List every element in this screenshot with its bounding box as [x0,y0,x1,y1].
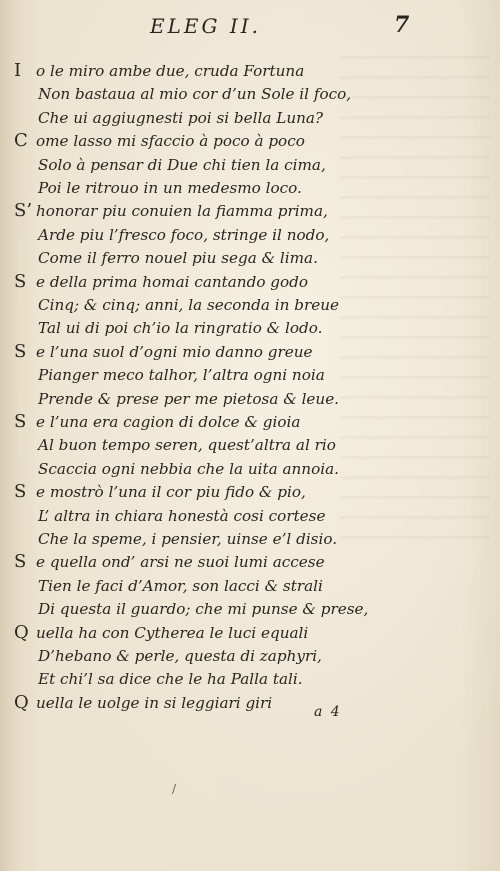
initial-letter: S [14,270,27,292]
stanza-first-line [14,691,273,713]
initial-letter: S’ [14,200,33,222]
verse-line [38,109,323,127]
running-head: ELEG II. [150,14,261,38]
verse-line [38,577,323,595]
line-text: Cinq; & cinq; anni, la seconda in breue [38,296,339,314]
show-through [340,40,490,540]
line-text: uella le uolge in si leggiari giri [36,693,273,712]
initial-letter: S [14,481,27,503]
verse-line [38,85,351,103]
line-text: Come il ferro nouel piu sega & lima. [38,249,318,268]
line-text: uella ha con Cytherea le luci equali [36,623,309,642]
line-text: Che ui aggiugnesti poi si bella Luna? [38,108,324,127]
line-text: Al buon tempo seren, quest’altra al rio [38,436,336,455]
verse-line [38,390,339,408]
line-text: e quella ond’ arsi ne suoi lumi accese [36,553,325,572]
stanza-first-line [14,340,313,362]
line-text: Prende & prese per me pietosa & leue. [38,389,340,408]
verse-line [38,296,339,314]
initial-letter: S [14,551,27,573]
initial-letter: Q [14,621,29,643]
verse-line [38,460,339,478]
line-text: Solo à pensar di Due chi tien la cima, [38,155,326,174]
verse-line [38,647,322,665]
stanza-first-line [14,483,306,501]
stanza-first-line [14,270,309,292]
line-text: o le miro ambe due, cruda Fortuna [36,62,305,80]
line-text: honorar piu conuien la fiamma prima, [36,202,328,221]
stanza-first-line [14,132,305,150]
initial-letter: S [14,411,27,432]
line-text: e l’una era cagion di dolce & gioia [36,413,301,431]
line-text: Et chi’l sa dice che le ha Palla tali. [38,670,303,689]
verse-line [38,366,325,384]
page-number: 7 [394,12,410,38]
verse-line [38,156,326,174]
verse-line [38,319,322,337]
stanza-first-line [14,62,304,80]
initial-letter: I [14,60,22,81]
line-text: D’hebano & perle, questa di zaphyri, [38,647,322,665]
line-text: Scaccia ogni nebbia che la uita annoia. [38,459,339,478]
line-text: Tien le faci d’Amor, son lacci & strali [38,576,323,595]
stanza-first-line [14,413,300,431]
verse-line [38,179,302,197]
line-text: L’ altra in chiara honestà cosi cortese [38,506,326,525]
line-text: Che la speme, i pensier, uinse e’l disio. [38,530,338,548]
initial-letter: Q [14,691,29,713]
stanza-first-line [14,202,328,220]
line-text: Pianger meco talhor, l’altra ogni noia [38,366,325,385]
verse-line [38,436,336,454]
verse-line [38,600,368,618]
initial-letter: S [14,340,27,362]
initial-letter: C [14,130,28,152]
line-text: ome lasso mi sfaccio à poco à poco [36,132,305,151]
verse-line [38,507,325,525]
stanza-first-line [14,621,309,643]
verse-line [38,226,329,244]
line-text: Tal ui di poi ch’io la ringratio & lodo. [38,319,323,338]
line-text: Di questa il guardo; che mi punse & prese, [38,600,369,619]
line-text: Non bastaua al mio cor d’un Sole il foco, [38,85,352,104]
signature-mark: a 4 [314,704,342,720]
line-text: e della prima homai cantando godo [36,272,309,291]
line-text: Poi le ritrouo in un medesmo loco. [38,179,302,197]
verse-line [38,670,303,688]
line-text: Arde piu l’fresco foco, stringe il nodo, [38,225,330,244]
verse-line [38,530,337,548]
verse-line [38,249,318,267]
line-text: e l’una suol d’ogni mio danno greue [36,342,313,361]
line-text: e mostrò l’una il cor piu fido & pio, [36,483,306,502]
stray-mark: / [172,782,177,796]
stanza-first-line [14,553,325,571]
